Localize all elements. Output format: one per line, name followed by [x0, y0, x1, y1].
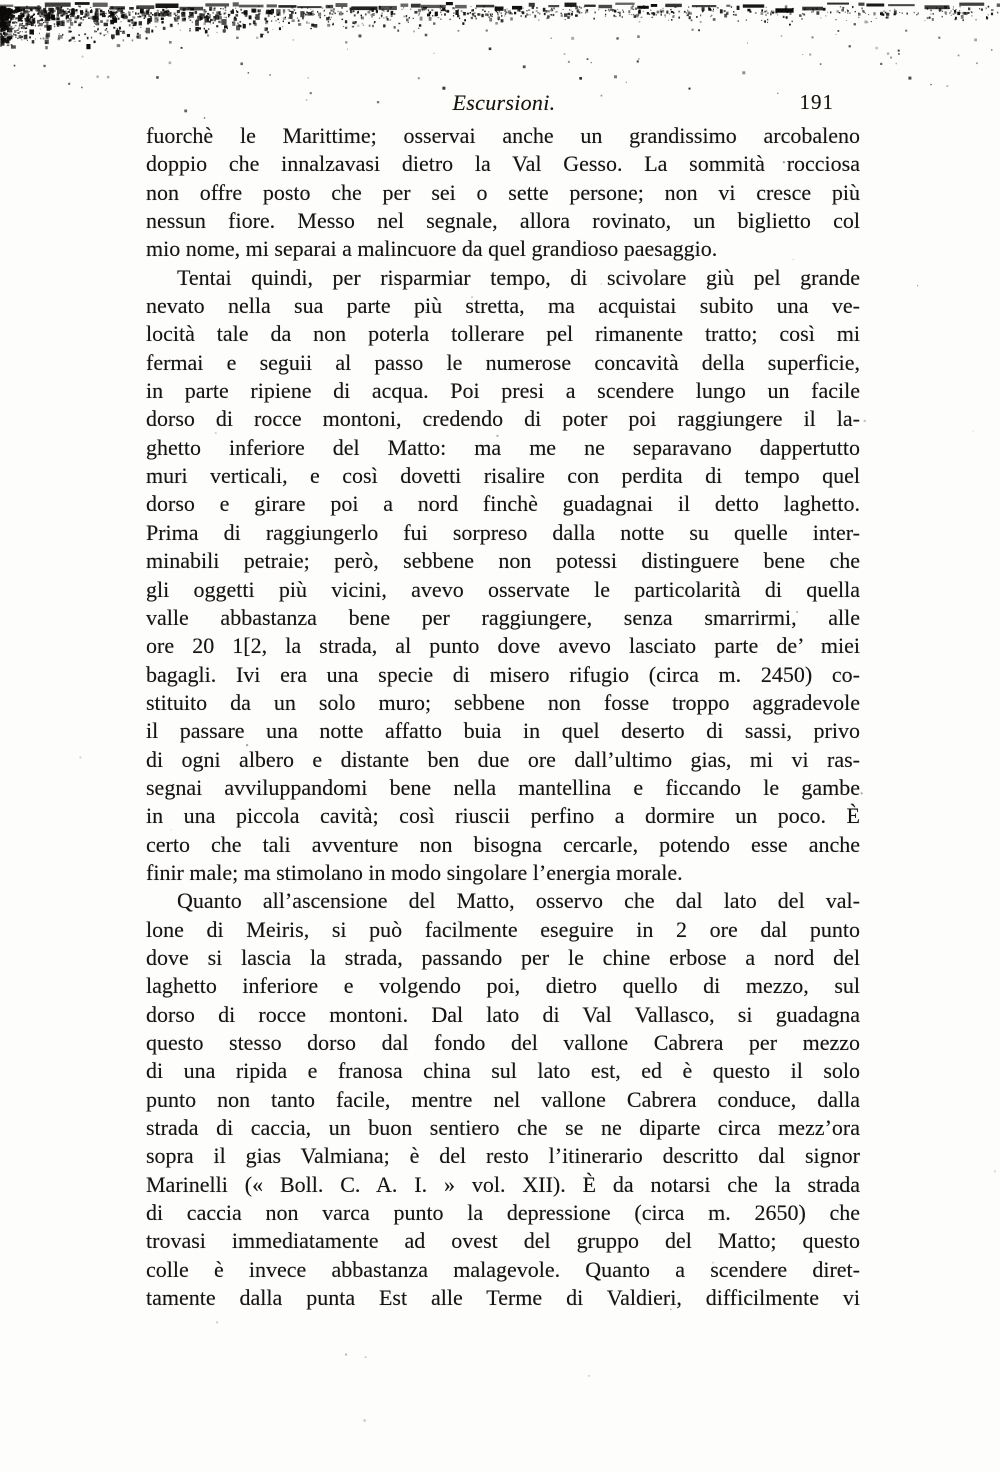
page-body — [146, 122, 860, 1312]
text-line: fermai e seguii al passo le numerose concavità della superficie, — [146, 349, 860, 375]
text-line: finir male; ma stimolano in modo singolare l’energia morale. — [146, 859, 683, 885]
text-line: Prima di raggiungerlo fui sorpreso dalla notte su quelle inter- — [146, 519, 860, 545]
text-line: dove si lascia la strada, passando per le chine erbose a nord del — [146, 944, 860, 970]
text-line: segnai avviluppandomi bene nella mantellina e ficcando le gambe — [146, 774, 860, 800]
text-line: dorso di rocce montoni. Dal lato di Val Vallasco, si guadagna — [146, 1001, 860, 1027]
text-line: Tentai quindi, per risparmiar tempo, di scivolare giù pel grande — [177, 264, 860, 290]
text-line: bagagli. Ivi era una specie di misero rifugio (circa m. 2450) co- — [146, 661, 860, 687]
text-line: dorso e girare poi a nord finchè guadagnai il detto laghetto. — [146, 491, 860, 517]
text-line: punto non tanto facile, mentre nel vallone Cabrera conduce, dalla — [146, 1086, 860, 1112]
paragraph — [146, 122, 860, 264]
text-line: valle abbastanza bene per raggiungere, senza smarrirmi, alle — [146, 604, 860, 630]
text-line: laghetto inferiore e volgendo poi, dietro quello di mezzo, sul — [146, 973, 860, 999]
text-line: nessun fiore. Messo nel segnale, allora rovinato, un biglietto col — [146, 208, 860, 234]
paragraph — [146, 887, 860, 1312]
text-line: tamente dalla punta Est alle Terme di Valdieri, difficilmente vi — [146, 1285, 860, 1311]
text-line: stituito da un solo muro; sebbene non fosse troppo aggradevole — [146, 689, 860, 715]
running-title: Escursioni. — [452, 90, 556, 115]
text-line: colle è invece abbastanza malagevole. Quanto a scendere diret- — [146, 1256, 860, 1282]
text-line: questo stesso dorso dal fondo del vallone Cabrera per mezzo — [146, 1030, 860, 1055]
text-line: Marinelli (« Boll. C. A. I. » vol. XII). È da notarsi che la strada — [146, 1171, 860, 1197]
page-header — [146, 90, 862, 120]
text-line: di caccia non varca punto la depressione (circa m. 2650) che — [146, 1200, 860, 1226]
text-line: di ogni albero e distante ben due ore dall’ultimo gias, mi vi ras- — [146, 746, 860, 772]
text-line: sopra il gias Valmiana; è del resto l’itinerario descritto dal signor — [146, 1143, 860, 1169]
text-line: non offre posto che per sei o sette persone; non vi cresce più — [146, 179, 860, 205]
text-line: trovasi immediatamente ad ovest del gruppo del Matto; questo — [146, 1228, 860, 1254]
text-line: dorso di rocce montoni, credendo di poter poi raggiungere il la- — [146, 406, 860, 432]
text-line: di una ripida e franosa china sul lato est, ed è questo il solo — [146, 1058, 860, 1084]
text-line: mio nome, mi separai a malincuore da quel grandioso paesaggio. — [146, 236, 718, 262]
text-line: il passare una notte affatto buia in quel deserto di sassi, privo — [146, 718, 860, 744]
paragraph — [146, 264, 860, 888]
text-line: nevato nella sua parte più stretta, ma acquistai subito una ve- — [146, 293, 860, 319]
text-line: in parte ripiene di acqua. Poi presi a scendere lungo un facile — [146, 378, 860, 404]
text-line: doppio che innalzavasi dietro la Val Gesso. La sommità rocciosa — [146, 151, 860, 177]
text-line: in una piccola cavità; così riuscii perfino a dormire un poco. È — [146, 803, 860, 829]
text-line: lone di Meiris, si può facilmente eseguire in 2 ore dal punto — [146, 916, 860, 942]
text-line: locità tale da non poterla tollerare pel rimanente tratto; così mi — [146, 321, 860, 347]
text-line: muri verticali, e così dovetti risalire con perdita di tempo quel — [146, 463, 860, 489]
text-line: Quanto all’ascensione del Matto, osservo che dal lato del val- — [177, 888, 860, 914]
text-line: fuorchè le Marittime; osservai anche un grandissimo arcobaleno — [146, 123, 860, 148]
page-number: 191 — [799, 90, 834, 114]
text-line: minabili petraie; però, sebbene non potessi distinguere bene che — [146, 548, 860, 574]
text-line: strada di caccia, un buon sentiero che se ne diparte circa mezz’ora — [146, 1115, 860, 1141]
text-line: ghetto inferiore del Matto: ma me ne separavano dappertutto — [146, 434, 860, 460]
text-line: ore 20 1[2, la strada, al punto dove avevo lasciato parte de’ miei — [146, 633, 860, 659]
text-line: gli oggetti più vicini, avevo osservate le particolarità di quella — [146, 576, 860, 602]
text-line: certo che tali avventure non bisogna cercarle, potendo esse anche — [146, 831, 860, 857]
